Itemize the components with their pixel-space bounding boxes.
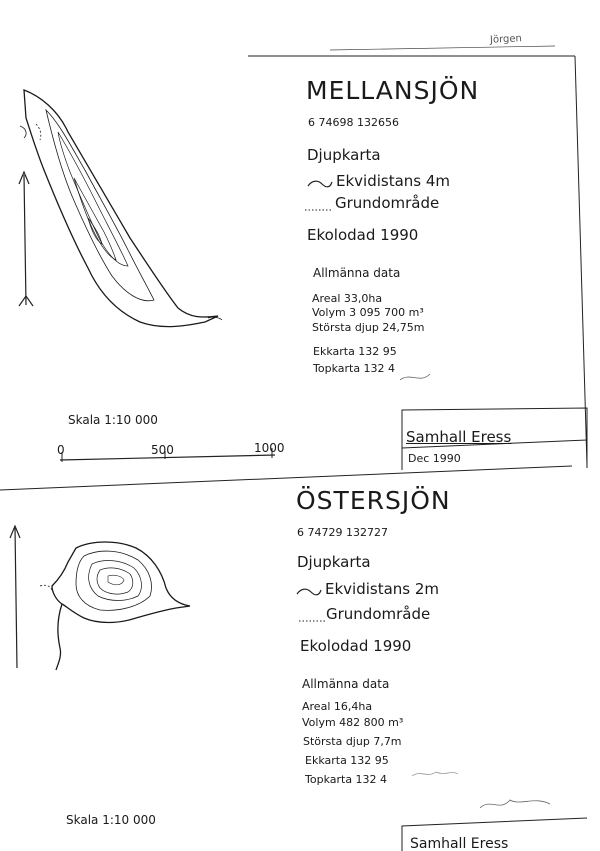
lake-title: ÖSTERSJÖN [296, 486, 451, 515]
map-type: Djupkarta [307, 146, 381, 164]
isoline-legend-icon [297, 589, 321, 595]
isoline-legend-icon [308, 181, 332, 187]
topkarta-value: Topkarta 132 4 [305, 773, 388, 786]
topkarta-value: Topkarta 132 4 [313, 362, 396, 375]
map-date: Dec 1990 [408, 452, 461, 465]
legend-shallow-label: Grundområde [335, 194, 440, 212]
lake-coordinates: 6 74698 132656 [308, 116, 399, 129]
area-value: Areal 16,4ha [302, 700, 373, 713]
author-name: Samhall Eress [410, 836, 509, 851]
legend-isoline-label: Ekvidistans 2m [325, 580, 440, 598]
legend-shallow-label: Grundområde [326, 605, 431, 623]
top-dash-line [330, 46, 555, 50]
lake-ostersjon-depth-map [40, 542, 190, 670]
top-right-mark: Jörgen [489, 33, 523, 46]
survey-info: Ekolodad 1990 [307, 226, 419, 244]
survey-info: Ekolodad 1990 [300, 637, 412, 655]
scale-label: Skala 1:10 000 [66, 813, 156, 827]
general-data-heading: Allmänna data [302, 677, 390, 691]
legend-isoline-label: Ekvidistans 4m [336, 172, 451, 190]
area-value: Areal 33,0ha [312, 292, 383, 305]
max-depth-value: Största djup 7,7m [303, 735, 402, 748]
ekkarta-value: Ekkarta 132 95 [313, 345, 397, 358]
scale-tick-0: 0 [57, 443, 65, 457]
scale-tick-1000: 1000 [254, 441, 285, 455]
general-data-heading: Allmänna data [313, 266, 401, 280]
scale-label: Skala 1:10 000 [68, 413, 158, 427]
max-depth-value: Största djup 24,75m [312, 321, 425, 334]
volume-value: Volym 482 800 m³ [302, 716, 404, 729]
lake-coordinates: 6 74729 132727 [297, 526, 388, 539]
volume-value: Volym 3 095 700 m³ [312, 306, 424, 319]
sheet-divider-line [0, 466, 572, 490]
handwritten-mark [480, 800, 550, 808]
north-arrow-icon [10, 526, 20, 668]
lake-title: MELLANSJÖN [306, 76, 480, 105]
north-arrow-icon [19, 172, 33, 306]
author-name: Samhall Eress [406, 428, 512, 446]
lake-mellansjon-depth-map [20, 90, 222, 327]
ekkarta-value: Ekkarta 132 95 [305, 754, 389, 767]
map-type: Djupkarta [297, 553, 371, 571]
handwritten-mark [412, 772, 458, 776]
handwritten-mark [400, 374, 430, 380]
scale-tick-500: 500 [151, 443, 174, 457]
right-frame-line [575, 56, 587, 466]
